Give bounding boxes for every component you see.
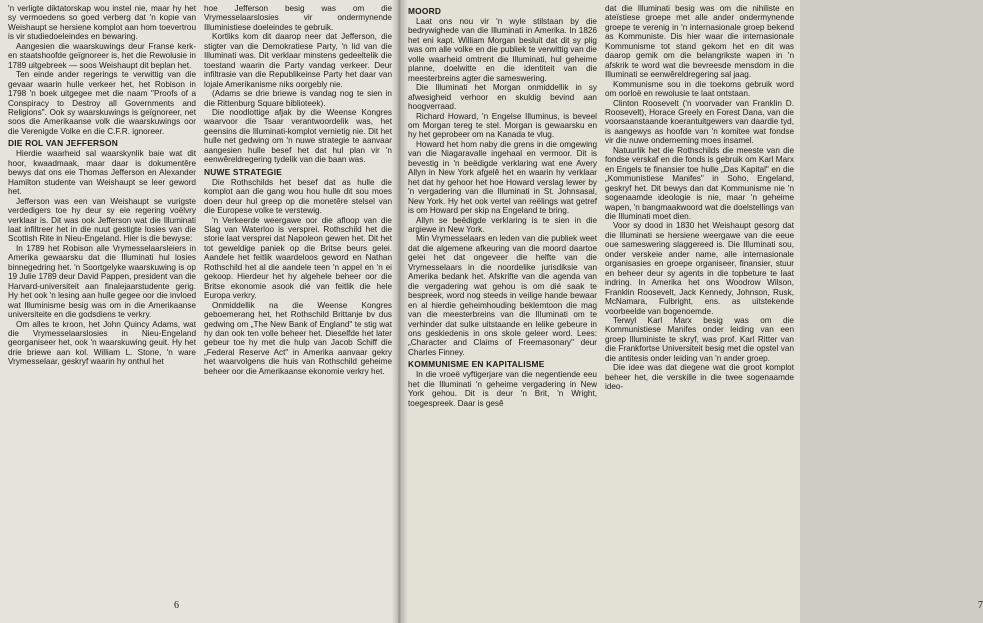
right-page-column-2 — [605, 4, 794, 590]
paragraph: 'n Verkeerde weergawe oor die afloop van die Slag van Waterloo is versprei. Rothschild het die storie laat versprei dat Napoleon gewen het. Dit het tot geweldige paniek op die Britse beurs gelei. Aandele het feitlik waardeloos geword en Nathan Rothschild het al die aandele teen 'n appel en 'n ei gekoop. Hierdeur het hy algehele beheer oor die Britse ekonomie asook dié van feitlik die hele Europa verkry. — [204, 215, 392, 301]
paragraph: Allyn se beëdigde verklaring is te sien in die argiewe in New York. — [408, 215, 597, 234]
paragraph: Ten einde ander regerings te verwittig van die gevaar waarin hulle verkeer het, het Robison in 1798 'n boek uitgegee met die naam "Proofs of a Conspiracy to Destroy all Governments and Religions". Ook sy waarskuwings is geïgnoreer, net soos die Amerikaanse volk die waarskuwings oor die Verenigde Volke en die C.F.R. ignoreer. — [8, 70, 196, 136]
book-gutter — [392, 0, 408, 623]
section-heading: MOORD — [408, 6, 442, 16]
paragraph: Die noodlottige afjak by die Weense Kongres waarvoor die Tsaar verantwoordelik was, het geensins die Illuminati-komplot vernietig nie. Dit het hulle net gedwing om 'n nuwe strategie te aanvaar aangesien hulle besef het dat hul plan vir 'n eenwêreldregering tydelik van die baan was. — [204, 107, 392, 165]
right-page-columns — [408, 4, 794, 590]
paragraph: Hierdie waarheid sal waarskynlik baie wat dit hoor, kwaadmaak, maar daar is dokumentêre bewys dat ons eie Thomas Jefferson en Alexander Hamilton studente van Weishaupt se leer geword het. — [8, 149, 196, 197]
paragraph: Howard het hom naby die grens in die omgewing van die Niagaravalle ingehaal en vermoor. Dit is bevestig in 'n beëdigde verklaring wat ene Avery Allyn in New York afgelê het en waarin hy verklaar het dat hy gehoor het hoe Howard verslag lewer by 'n vergadering van die Illuminati in St. Johnsasal, New York. Hy het ook vertel van reëlings wat getref is om Howard per skip na Engeland te bring. — [408, 139, 597, 216]
right-page — [400, 0, 983, 623]
paragraph: Die Rothschilds het besef dat as hulle die komplot aan die gang wou hou hulle dit sou moes doen deur hul greep op die monetêre stelsel van die Europese volke te verstewig. — [204, 177, 392, 216]
paragraph: Min Vrymesselaars en leden van die publiek weet dat die algemene afkeuring van die moord daartoe gelei het dat ongeveer die helfte van die Vrymesselaars in die noordelike jurisdiksie van Amerika bedank het. Afskrifte van die agenda van die vergadering wat gehou is om dié saak te bespreek, word nog steeds in veilige hande bewaar en al hierdie geheimhouding beklemtoon die mag van die meesterbreins van die Illuminati om te verhinder dat sulke uitstaande en lelike gebeure in ons geskiedenis in ons skole geleer word. Lees: „Character and Claims of Freemasonary" deur Charles Finney. — [408, 234, 597, 357]
paragraph: Aangesien die waarskuwings deur Franse kerk- en staatshoofde geïgnoreer is, het die Rewolusie in 1789 uitgebreek — soos Weishaupt dit beplan het. — [8, 41, 196, 70]
paragraph: Jefferson was een van Weishaupt se vurigste verdedigers toe hy deur sy eie regering voëlvry verklaar is. Dit was ook Jefferson wat die Illuminati laat infiltreer het in die nuut gestigte losies van die Scottish Rite in Nieu-Engeland. Hier is die bewyse: — [8, 196, 196, 244]
paragraph: Kommunisme sou in die toekoms gebruik word om oorloë en rewolusie te laat ontstaan. — [605, 79, 794, 99]
paragraph: Richard Howard, 'n Engelse Illuminus, is beveel om Morgan tereg te stel. Morgan is gewaarsku en hy het geprobeer om na Kanada te vlug. — [408, 111, 597, 140]
left-page-column-1 — [8, 4, 196, 590]
paragraph: Voor sy dood in 1830 het Weishaupt gesorg dat die Illuminati se hersiene weergawe van die eeue oue sameswering slaggereed is. Die Illuminati sou, onder verskeie ander name, alle internasionale organisasies en groepe organiseer, finansier, stuur en beheer deur sy agents in die topbeture te laat indring. In Amerika het ons Woodrow Wilson, Franklin Roosevelt, Jack Kennedy, Johnson, Rusk, McNamara, Fulbright, ens. as uitstekende voorbeelde van bogenoemde. — [605, 221, 794, 316]
left-page-column-2 — [204, 4, 392, 590]
paragraph: Kortliks kom dit daarop neer dat Jefferson, die stigter van die Demokratiese Party, 'n lid van die Illuminati was. Dit verklaar minstens gedeeltelik die toestand waarin die Party vandag verkeer. Deur infiltrasie van die Republikeinse Party het daar van lojale Amerikanisme niks oorgebly nie. — [204, 32, 392, 89]
left-page — [0, 0, 398, 623]
paragraph: Natuurlik het die Rothschilds die meeste van die fondse verskaf en die fonds is gebruik om Karl Marx en Engels te finansier toe hulle „Das Kapital" en die „Kommunistiese Manifes" in Soho, Engeland, geskryf het. Dit bewys dan dat Kommunisme nie 'n sogenaamde ideologie is nie, maar 'n geheime wapen, 'n bangmaakwoord wat die doelstellings van die Illuminati moet dien. — [605, 145, 794, 221]
paragraph: (Adams se drie briewe is vandag nog te sien in die Rittenburg Square biblioteek). — [204, 89, 392, 108]
paragraph: Die Illuminati het Morgan onmiddellik in sy afwesigheid verhoor en skuldig bevind aan hoogverraad. — [408, 83, 597, 112]
section-heading: KOMMUNISME EN KAPITALISME — [408, 359, 545, 370]
paragraph: dat die Illuminati besig was om die nihiliste en ateïstiese groepe met alle ander ondermynende groepe te verenig in 'n internasionale groep bekend as Kommuniste. Dis hier waar die internasionale Kommunisme tot stand gekom het en dit was daarop gemik om die belangrikste wapen in 'n afskrik te word wat die bevreesde mensdom in die Illuminati se eenwêreldregering sal jaag. — [605, 4, 794, 80]
paragraph: In die vroeë vyftigerjare van die negentiende eeu het die Illuminati 'n geheime vergadering in New York gehou. Dit is deur 'n Brit, 'n Wright, toegespreek. Daar is gesê — [408, 370, 597, 408]
paragraph: Om alles te kroon, het John Quincy Adams, wat die Vrymesselaarslosies in Nieu-Engeland georganiseer het, ook 'n waarskuwing geuit. Hy het drie briewe aan kol. William L. Stone, 'n ware Vrymesselaar, geskryf waarin hy onthul het — [8, 319, 196, 367]
paragraph: Onmiddellik na die Weense Kongres geboemerang het, het Rothschild Brittanje bv dus gedwing om „The New Bank of England" te stig wat hy dan ook ten volle beheer het. Dieselfde het later gebeur toe hy met die hulp van Jacob Schiff die „Federal Reserve Act" in Amerika aanvaar gekry het waarvolgens die huis van Rothschild geheime beheer oor die Amerikaanse ekonomie verkry het. — [204, 300, 392, 376]
page-number: 6 — [174, 600, 179, 611]
paragraph: Clinton Roosevelt ('n voorvader van Franklin D. Roosevelt), Horace Greely en Forest Dana, van die voorsaanstaande koerantuitgewers van daardie tyd, is aangewys as hoofde van 'n komitee wat fondse vir die nuwe onderneming moes insamel. — [605, 98, 794, 146]
paragraph: In 1789 het Robison alle Vrymesselaarsleiers in Amerika gewaarsku dat die Illuminati hul losies binnegedring het. 'n Soortgelyke waarskuwing is op 19 Julie 1789 deur David Pappen, president van die Harvard-universiteit aan finalejaarstudente gerig. Hy het ook 'n lesing aan hulle gegee oor die invloed wat Illuminisme besig was om in die Amerikaanse universiteite en die godsdiens te verkry. — [8, 243, 196, 320]
paragraph: 'n verligte diktatorskap wou instel nie, maar hy het sy vermoedens so goed verberg dat 'n kopie van Weishaupt se hersiene komplot aan hom toevertrou is vir studiedoeleindes en bewaring. — [8, 4, 196, 42]
paragraph: Terwyl Karl Marx besig was om die Kommunistiese Manifes onder leiding van een groep Illuministe te skryf, was prof. Karl Ritter van die Frankfortse Universiteit besig met die opstel van die antitesis onder leiding van 'n ander groep. — [605, 315, 794, 363]
paragraph: Laat ons nou vir 'n wyle stilstaan by die bedrywighede van die Illuminati in Amerika. In 1826 het eni kapt. William Morgan besluit dat dit sy plig was om alle volke en die publiek te verwittig van die volle waarheid omtrent die Illuminati, hul geheime planne, doelwitte en die identiteit van die meesterbreins agter die sameswering. — [408, 17, 597, 83]
right-page-column-1 — [408, 4, 597, 590]
section-heading: DIE ROL VAN JEFFERSON — [8, 138, 118, 149]
section-heading: NUWE STRATEGIE — [204, 166, 283, 177]
page-number: 7 — [978, 600, 983, 611]
left-page-columns — [8, 4, 392, 590]
paragraph: Die idee was dat diegene wat die groot komplot beheer het, die verskille in die twee sogenaamde ideo- — [605, 363, 794, 392]
paragraph: hoe Jefferson besig was om die Vrymesselaarslosies vir ondermynende Illuministiese doeleindes te gebruik. — [204, 4, 392, 32]
